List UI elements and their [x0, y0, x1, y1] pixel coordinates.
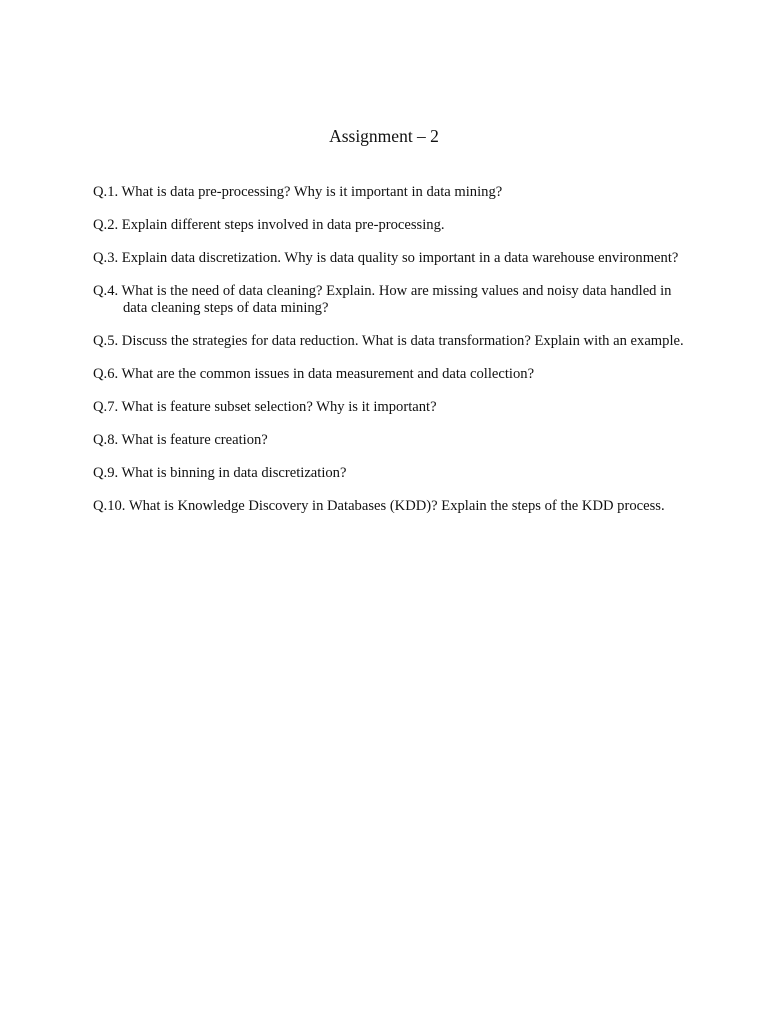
- question-text: Explain different steps involved in data pre-processing.: [121, 217, 445, 233]
- question-text: What is Knowledge Discovery in Databases (KDD)? Explain the steps of the KDD process.: [128, 498, 665, 514]
- question-number: Q.4.: [93, 283, 119, 299]
- question-item: [93, 366, 693, 383]
- question-item: [93, 333, 693, 350]
- question-text: What is the need of data cleaning? Explain. How are missing values and noisy data handled in data cleaning steps of data mining?: [121, 283, 672, 316]
- question-text: What is binning in data discretization?: [121, 465, 347, 481]
- question-number: Q.8.: [93, 432, 119, 448]
- question-text: What is feature creation?: [121, 432, 268, 448]
- question-number: Q.6.: [93, 366, 119, 382]
- question-item: [93, 498, 693, 515]
- question-item: [93, 399, 693, 416]
- question-number: Q.1.: [93, 184, 119, 200]
- question-text: What is feature subset selection? Why is it important?: [121, 399, 437, 415]
- question-list: [93, 184, 693, 531]
- question-item: [93, 465, 693, 482]
- question-text: Explain data discretization. Why is data quality so important in a data warehouse environment?: [121, 250, 679, 266]
- question-item: [93, 250, 693, 267]
- page-title: Assignment – 2: [329, 126, 439, 146]
- question-item: [93, 217, 693, 234]
- question-item: [93, 283, 693, 317]
- question-text: What is data pre-processing? Why is it important in data mining?: [121, 184, 503, 200]
- question-number: Q.5.: [93, 333, 119, 349]
- question-number: Q.7.: [93, 399, 119, 415]
- question-number: Q.3.: [93, 250, 119, 266]
- question-text: What are the common issues in data measurement and data collection?: [121, 366, 535, 382]
- question-text: Discuss the strategies for data reduction. What is data transformation? Explain with an example.: [121, 333, 684, 349]
- question-number: Q.9.: [93, 465, 119, 481]
- question-item: [93, 432, 693, 449]
- question-number: Q.10.: [93, 498, 126, 514]
- question-item: [93, 184, 693, 201]
- question-number: Q.2.: [93, 217, 119, 233]
